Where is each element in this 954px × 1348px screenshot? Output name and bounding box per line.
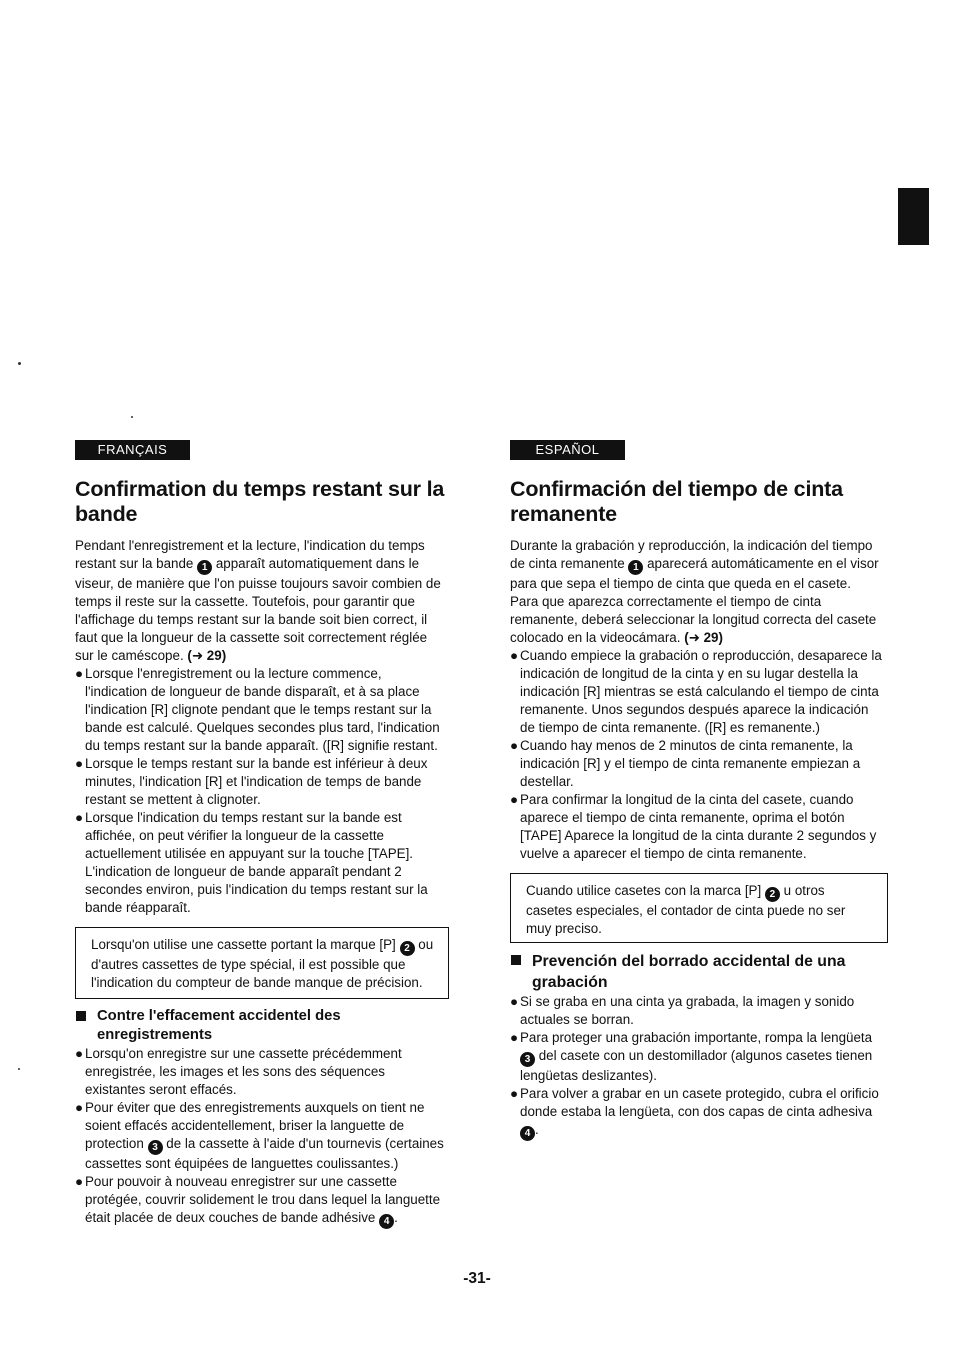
callout-4-icon: 4	[520, 1126, 535, 1141]
square-bullet-icon	[511, 955, 521, 965]
square-bullet-icon	[76, 1011, 86, 1021]
callout-3-icon: 3	[520, 1052, 535, 1067]
list-item: ● Lorsque le temps restant sur la bande est inférieur à deux minutes, l'indication [R] et l'indication de temps de bande restant se mettent à clignoter.	[75, 756, 428, 807]
intro-paragraph: Durante la grabación y reproducción, la indicación del tiempo de cinta remanente 1 aparecerá automáticamente en el visor para que sepa el tiempo de cinta que queda en el casete. Para que aparezca correctamente el tiempo de cinta remanente, deberá seleccionar la longitud correcta del casete colocado en la videocámara. (➜ 29)	[510, 538, 879, 645]
page-reference: (➜ 29)	[684, 630, 723, 645]
bullet-list	[75, 665, 447, 917]
scan-speck	[131, 416, 133, 418]
callout-2-icon: 2	[765, 887, 780, 902]
list-item: ● Cuando hay menos de 2 minutos de cinta remanente, la indicación [R] y el tiempo de cinta remanente empiezan a destellar.	[510, 738, 861, 789]
bullet-list	[75, 1045, 447, 1229]
note-box: Cuando utilice casetes con la marca [P] 2 u otros casetes especiales, el contador de cinta puede no ser muy preciso.	[510, 873, 888, 943]
note-box: Lorsqu'on utilise une cassette portant la marque [P] 2 ou d'autres cassettes de type spécial, il est possible que l'indication du compteur de bande manque de précision.	[75, 927, 449, 999]
bullet-list	[510, 647, 882, 863]
espanol-column	[510, 440, 882, 1141]
scan-speck	[18, 1068, 20, 1070]
callout-1-icon: 1	[197, 560, 212, 575]
list-item: ● Pour pouvoir à nouveau enregistrer sur une cassette protégée, couvrir solidement le trou dans lequel la languette était placée de deux couches de bande adhésive 4 .	[75, 1174, 441, 1227]
list-item: ● Lorsque l'enregistrement ou la lecture commence, l'indication de longueur de bande disparaît, et à sa place l'indication [R] clignote pendant que le temps restant sur la bande est calculé. Quelques secondes plus tard, l'indication du temps restant sur la bande apparaît. ([R] signifie restant.	[75, 666, 440, 753]
page-reference: (➜ 29)	[187, 648, 227, 663]
list-item: ● Si se graba en una cinta ya grabada, la imagen y sonido actuales se borran.	[510, 994, 855, 1027]
section-edge-tab	[898, 188, 929, 245]
callout-1-icon: 1	[628, 560, 643, 575]
subsection-title: Contre l'effacement accidentel des enregistrements	[75, 1007, 447, 1045]
section-title: Confirmación del tiempo de cinta remanente	[510, 477, 843, 526]
list-item: ● Para confirmar la longitud de la cinta del casete, cuando aparece el tiempo de cinta remanente, oprima el botón [TAPE] Aparece la longitud de la cinta durante 2 segundos y vuelve a aparecer el tiempo de cinta remanente.	[510, 792, 877, 861]
scan-speck	[18, 362, 21, 365]
bullet-list	[510, 993, 882, 1141]
section-title: Confirmation du temps restant sur la bande	[75, 477, 445, 526]
francais-column	[75, 440, 447, 1229]
list-item: ● Cuando empiece la grabación o reproducción, desaparece la indicación de longitud de la cinta y en su lugar destella la indicación [R] mientras se está calculando el tiempo de cinta remanente. Unos segundos después aparece la indicación de tiempo de cinta remanente. ([R] es remanente.)	[510, 648, 882, 735]
language-label: FRANÇAIS	[75, 440, 190, 460]
language-label: ESPAÑOL	[510, 440, 625, 460]
list-item: ● Para volver a grabar en un casete protegido, cubra el orificio donde estaba la lengüeta, con dos capas de cinta adhesiva 4 .	[510, 1086, 879, 1139]
intro-paragraph: Pendant l'enregistrement et la lecture, l'indication du temps restant sur la bande 1 apparaît automatiquement dans le viseur, de manière que l'on puisse toujours savoir combien de temps il reste sur la cassette. Toutefois, pour garantir que l'affichage du temps restant sur la bande soit bien correct, il faut que la longueur de la cassette soit correctement réglée sur le caméscope. (➜ 29)	[75, 538, 441, 663]
list-item: ● Pour éviter que des enregistrements auxquels on tient ne soient effacés accidentellement, briser la languette de protection 3 de la cassette à l'aide d'un tournevis (certaines cassettes sont équipées de languettes coulissantes.)	[75, 1100, 444, 1171]
subsection-title: Prevención del borrado accidental de una grabación	[510, 951, 882, 993]
list-item: ● Lorsque l'indication du temps restant sur la bande est affichée, on peut vérifier la longueur de la cassette actuellement utilisée en appuyant sur la touche [TAPE]. L'indication de longueur de bande apparaît pendant 2 secondes environ, puis l'indication du temps restant sur la bande réapparaît.	[75, 810, 428, 915]
list-item: ● Lorsqu'on enregistre sur une cassette précédemment enregistrée, les images et les sons des séquences existantes seront effacés.	[75, 1046, 402, 1097]
callout-3-icon: 3	[148, 1140, 163, 1155]
list-item: ● Para proteger una grabación importante, rompa la lengüeta 3 del casete con un destomillador (algunos casetes tienen lengüetas deslizantes).	[510, 1030, 873, 1083]
callout-4-icon: 4	[379, 1214, 394, 1229]
page-number: -31-	[463, 1270, 491, 1287]
callout-2-icon: 2	[400, 941, 415, 956]
